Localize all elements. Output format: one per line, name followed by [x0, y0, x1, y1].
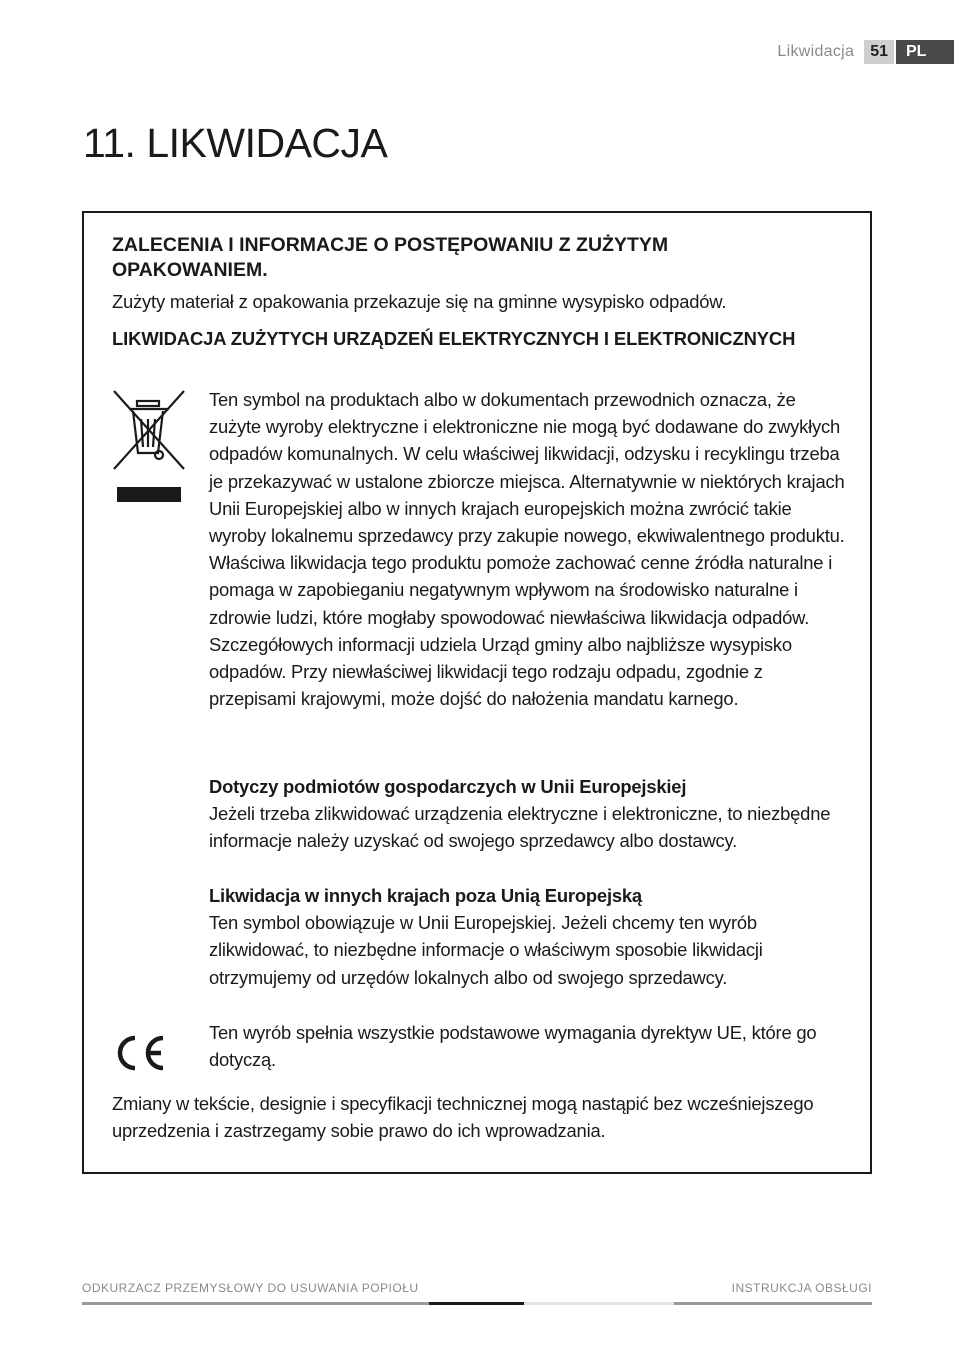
- outside-eu-heading: Likwidacja w innych krajach poza Unią Europejską: [209, 885, 642, 906]
- business-heading: Dotyczy podmiotów gospodarczych w Unii Europejskiej: [209, 776, 687, 797]
- outside-eu-section: [209, 882, 849, 991]
- footer-document-type: INSTRUKCJA OBSŁUGI: [731, 1281, 872, 1295]
- business-text: Jeżeli trzeba zlikwidować urządzenia elektryczne i elektroniczne, to niezbędne informacje należy uzyskać od swojego sprzedawcy albo dostawcy.: [209, 803, 831, 852]
- footer-rule-right: [674, 1302, 872, 1305]
- packaging-text: Zużyty materiał z opakowania przekazuje się na gminne wysypisko odpadów.: [112, 291, 727, 312]
- ce-text: Ten wyrób spełnia wszystkie podstawowe wymagania dyrektyw UE, które go dotyczą.: [209, 1022, 817, 1071]
- business-section: [209, 773, 869, 855]
- footer-rule-left: [82, 1302, 429, 1305]
- header-section-name: Likwidacja: [777, 43, 855, 60]
- packaging-heading: ZALECENIA I INFORMACJE O POSTĘPOWANIU Z ZUŻYTYM OPAKOWANIEM.: [112, 234, 669, 281]
- disposal-info-box: [82, 211, 872, 1174]
- changes-notice: Zmiany w tekście, designie i specyfikacji technicznej mogą nastąpić bez wcześniejszego uprzedzenia i zastrzegamy sobie prawo do ich wprowadzania.: [112, 1093, 814, 1142]
- header-language-tab: PL: [896, 40, 954, 64]
- weee-text: Ten symbol na produktach albo w dokumentach przewodnich oznacza, że zużyte wyroby elektryczne i elektroniczne nie mogą być dodawane do zwykłych odpadów komunalnych. W celu właściwej likwidacji, odzysku i recyklingu trzeba je przekazywać w ustalone zbiorcze miejsca. Alternatywnie w niektórych krajach Unii Europejskiej albo w innych krajach europejskich można zwrócić takie wyroby lokalnemu sprzedawcy przy zakupie nowego, ekwiwalentnego produktu. Właściwa likwidacja tego produktu pomoże zachować cenne źródła naturalne i pomaga w zapobieganiu negatywnym wpływom na środowisko naturalne i zdrowie ludzi, które mogłaby spowodować niewłaściwa likwidacja odpadów. Szczegółowych informacji udziela Urząd gminy albo najbliższe wysypisko odpadów. Przy niewłaściwej likwidacji tego rodzaju odpadu, zgodnie z przepisami krajowymi, może dojść do nałożenia mandatu karnego.: [209, 389, 845, 710]
- header-page-number: 51: [864, 40, 894, 64]
- footer-product-name: ODKURZACZ PRZEMYSŁOWY DO USUWANIA POPIOŁU: [82, 1281, 419, 1295]
- ce-mark-icon: [111, 1034, 167, 1072]
- weee-heading: LIKWIDACJA ZUŻYTYCH URZĄDZEŃ ELEKTRYCZNYCH I ELEKTRONICZNYCH: [112, 328, 796, 349]
- footer-rule-accent: [429, 1302, 524, 1305]
- weee-bin-icon: [111, 389, 187, 503]
- page-title: 11. LIKWIDACJA: [83, 120, 388, 166]
- footer-rule-light: [524, 1302, 674, 1305]
- outside-eu-text: Ten symbol obowiązuje w Unii Europejskiej. Jeżeli chcemy ten wyrób zlikwidować, to niezbędne informacje o właściwym sposobie likwidacji otrzymujemy od urzędów lokalnych albo od swojego sprzedawcy.: [209, 912, 763, 988]
- page-header: [777, 40, 954, 64]
